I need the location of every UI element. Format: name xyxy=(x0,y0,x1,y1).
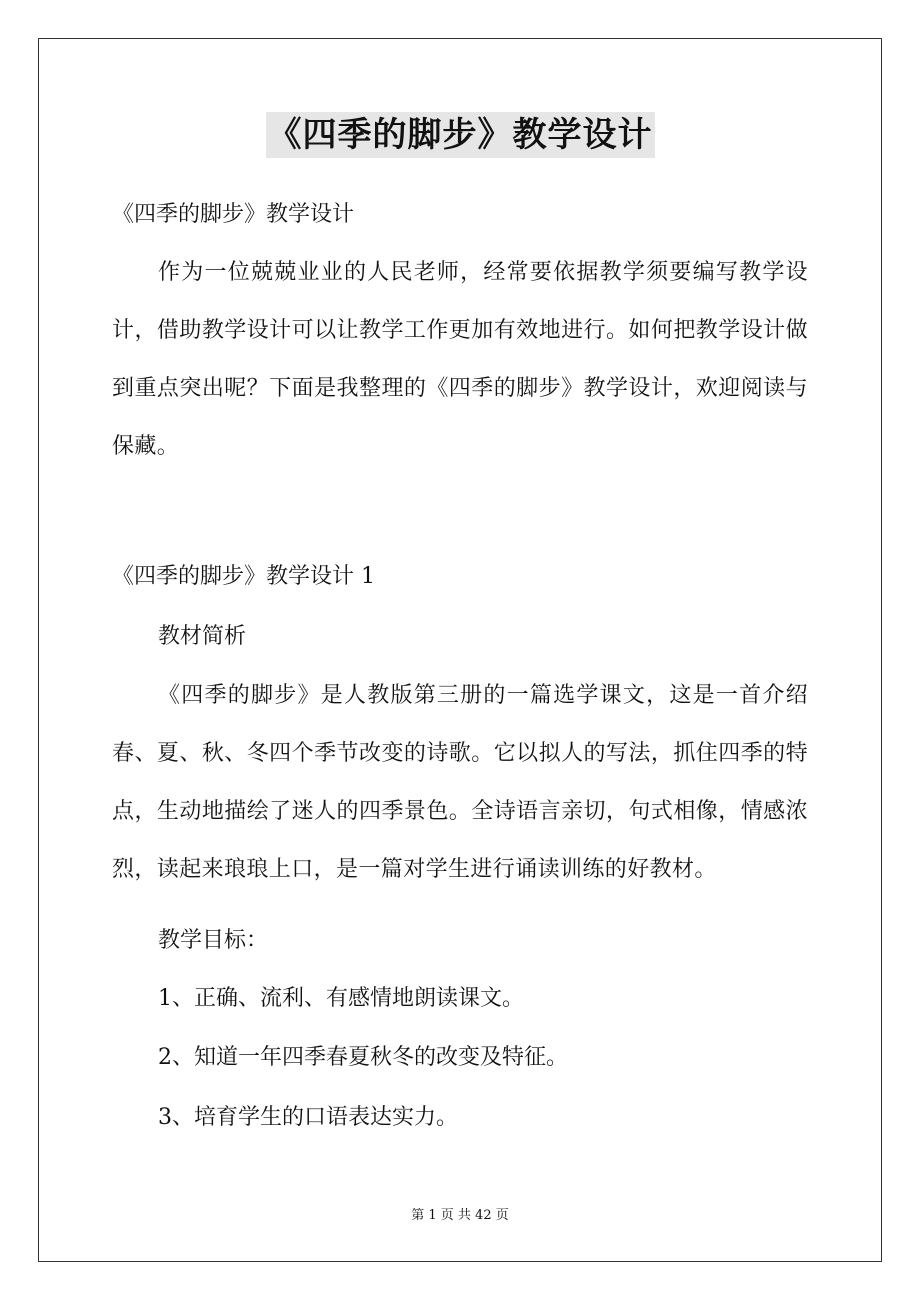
title-wrap xyxy=(0,112,920,158)
page-footer: 第 1 页 共 42 页 xyxy=(411,1208,509,1223)
section-heading: 《四季的脚步》教学设计 1 xyxy=(112,564,375,589)
material-paragraph: 《四季的脚步》是人教版第三册的一篇选学课文，这是一首介绍春、夏、秋、冬四个季节改变的诗歌。它以拟人的写法，抓住四季的特点，生动地描绘了迷人的四季景色。全诗语言亲切，句式相像，情感浓烈，读起来琅琅上口，是一篇对学生进行诵读训练的好教材。 xyxy=(112,683,808,882)
document-title: 《四季的脚步》教学设计 xyxy=(266,112,655,158)
material-heading: 教材简析 xyxy=(158,624,247,649)
goal-item-3: 3、培育学生的口语表达实力。 xyxy=(158,1105,458,1130)
document-subtitle: 《四季的脚步》教学设计 xyxy=(112,202,355,227)
intro-paragraph: 作为一位兢兢业业的人民老师，经常要依据教学须要编写教学设计，借助教学设计可以让教学工作更加有效地进行。如何把教学设计做到重点突出呢？下面是我整理的《四季的脚步》教学设计，欢迎阅读与保藏。 xyxy=(112,260,808,459)
goals-heading: 教学目标： xyxy=(158,928,269,953)
goal-item-2: 2、知道一年四季春夏秋冬的改变及特征。 xyxy=(158,1045,568,1070)
goal-item-1: 1、正确、流利、有感情地朗读课文。 xyxy=(158,986,524,1011)
